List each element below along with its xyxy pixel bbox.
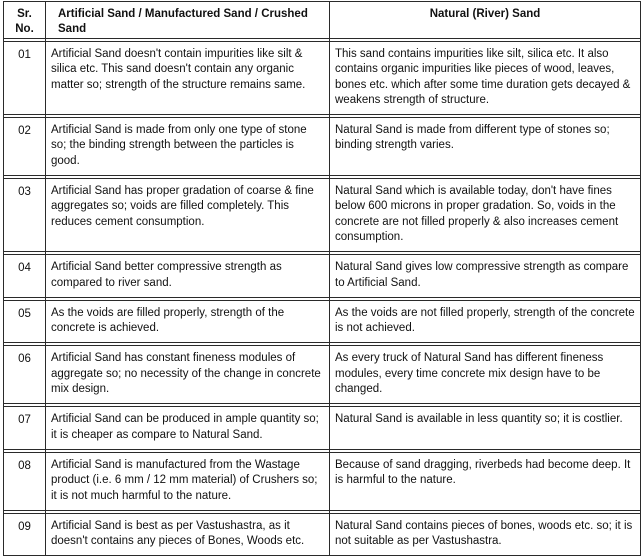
natural-sand-cell: Natural Sand gives low compressive strength as compare to Artificial Sand. [330, 255, 641, 298]
artificial-sand-cell: Artificial Sand is manufactured from the Wastage product (i.e. 6 mm / 12 mm material) of Crushers so; it is not much harmful to the nature. [46, 452, 330, 510]
artificial-sand-cell: Artificial Sand has proper gradation of coarse & fine aggregates so; voids are filled completely. This reduces cement consumption. [46, 179, 330, 252]
row-number: 01 [4, 42, 46, 115]
row-number: 07 [4, 407, 46, 450]
row-number: 04 [4, 255, 46, 298]
row-number: 02 [4, 118, 46, 176]
table-row [4, 407, 641, 450]
comparison-table [3, 1, 641, 556]
natural-sand-cell: Natural Sand contains pieces of bones, woods etc. so; it is not suitable as per Vastushastra. [330, 513, 641, 556]
table-row [4, 513, 641, 556]
table-row [4, 255, 641, 298]
table-row [4, 118, 641, 176]
table-row [4, 300, 641, 343]
table-row [4, 452, 641, 510]
header-row [4, 2, 641, 39]
artificial-sand-cell: Artificial Sand has constant fineness modules of aggregate so; no necessity of the change in concrete mix design. [46, 346, 330, 404]
natural-sand-cell: As the voids are not filled properly, strength of the concrete is not achieved. [330, 300, 641, 343]
artificial-sand-cell: Artificial Sand is made from only one type of stone so; the binding strength between the particles is good. [46, 118, 330, 176]
natural-sand-cell: Natural Sand is available in less quantity so; it is costlier. [330, 407, 641, 450]
table-row [4, 346, 641, 404]
header-sr-no: Sr. No. [4, 2, 46, 39]
artificial-sand-cell: Artificial Sand can be produced in ample quantity so; it is cheaper as compare to Natural Sand. [46, 407, 330, 450]
table-row [4, 42, 641, 115]
row-number: 08 [4, 452, 46, 510]
table-row [4, 179, 641, 252]
row-number: 05 [4, 300, 46, 343]
row-number: 06 [4, 346, 46, 404]
artificial-sand-cell: Artificial Sand doesn't contain impurities like silt & silica etc. This sand doesn't contain any organic matter so; strength of the structure remains same. [46, 42, 330, 115]
natural-sand-cell: This sand contains impurities like silt, silica etc. It also contains organic impurities like pieces of wood, leaves, bones etc. which after some time duration gets decayed & weakens strength of structure. [330, 42, 641, 115]
header-natural-sand: Natural (River) Sand [330, 2, 641, 39]
artificial-sand-cell: Artificial Sand is best as per Vastushastra, as it doesn't contains any pieces of Bones, Woods etc. [46, 513, 330, 556]
header-artificial-sand: Artificial Sand / Manufactured Sand / Crushed Sand [46, 2, 330, 39]
row-number: 09 [4, 513, 46, 556]
natural-sand-cell: Natural Sand is made from different type of stones so; binding strength varies. [330, 118, 641, 176]
row-number: 03 [4, 179, 46, 252]
natural-sand-cell: Natural Sand which is available today, don't have fines below 600 microns in proper gradation. So, voids in the concrete are not filled properly & also increases cement consumption. [330, 179, 641, 252]
natural-sand-cell: Because of sand dragging, riverbeds had become deep. It is harmful to the nature. [330, 452, 641, 510]
artificial-sand-cell: Artificial Sand better compressive strength as compared to river sand. [46, 255, 330, 298]
artificial-sand-cell: As the voids are filled properly, strength of the concrete is achieved. [46, 300, 330, 343]
natural-sand-cell: As every truck of Natural Sand has different fineness modules, every time concrete mix design have to be changed. [330, 346, 641, 404]
